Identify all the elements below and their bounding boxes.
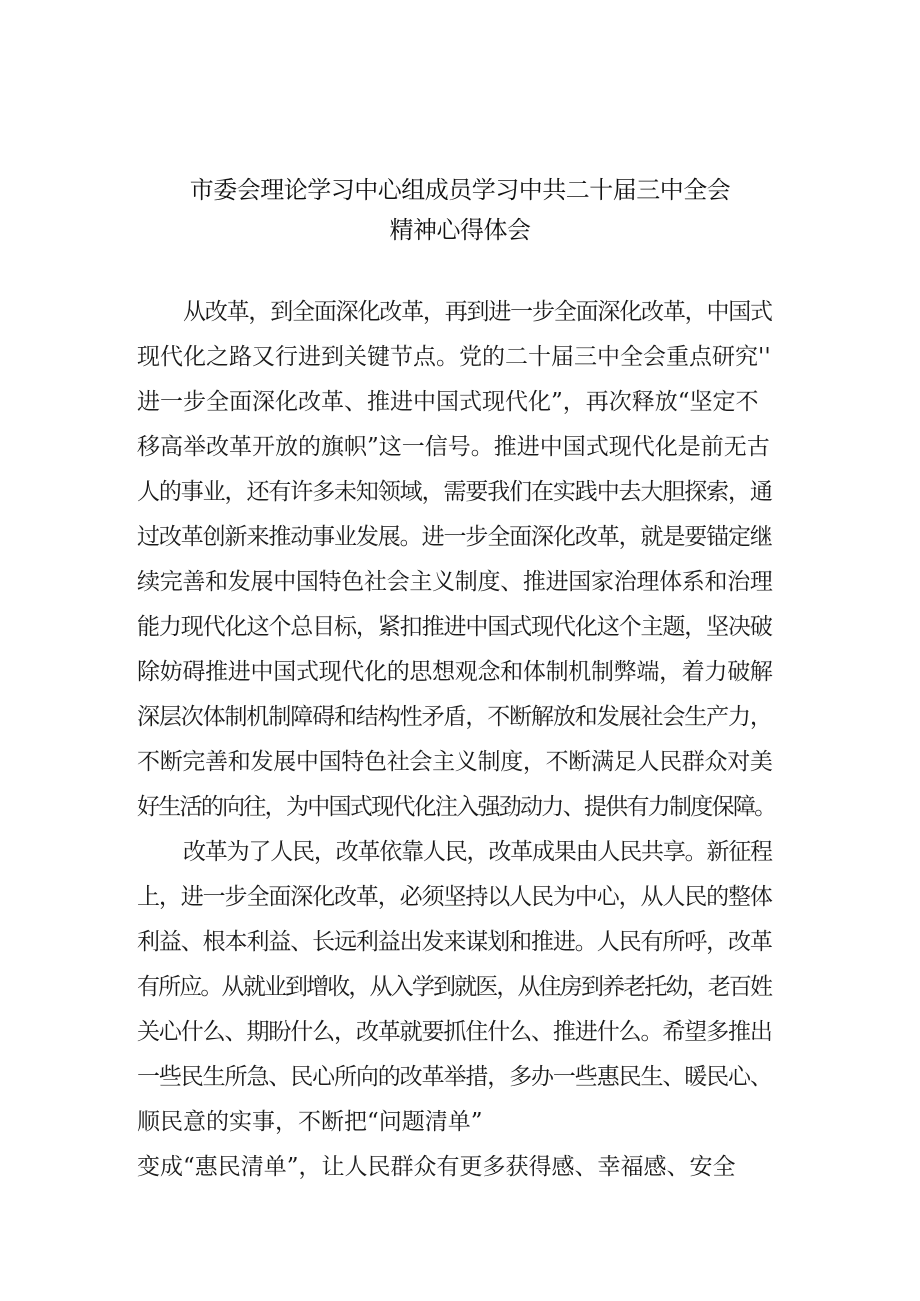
paragraph-1-line-12: 好生活的向往，为中国式现代化注入强劲动力、提供有力制度保障。 <box>137 794 776 820</box>
document-title-line-1: 市委会理论学习中心组成员学习中共二十届三中全会 <box>189 176 731 204</box>
paragraph-2-line-3: 利益、根本利益、长远利益出发来谋划和推进。人民有所呼，改革 <box>137 929 772 955</box>
paragraph-2-line-8: 变成“惠民清单”，让人民群众有更多获得感、幸福感、安全 <box>137 1154 736 1180</box>
paragraph-1-line-11: 不断完善和发展中国特色社会主义制度，不断满足人民群众对美 <box>137 749 773 775</box>
paragraph-2-line-4: 有所应。从就业到增收，从入学到就医，从住房到养老托幼，老百姓 <box>137 974 772 1000</box>
paragraph-1-line-7: 续完善和发展中国特色社会主义制度、推进国家治理体系和治理 <box>137 569 773 595</box>
paragraph-2-line-2: 上，进一步全面深化改革，必须坚持以人民为中心，从人民的整体 <box>137 884 772 910</box>
paragraph-2-line-5: 关心什么、期盼什么，改革就要抓住什么、推进什么。希望多推出 <box>137 1019 772 1045</box>
paragraph-1-line-6: 过改革创新来推动事业发展。进一步全面深化改革，就是要锚定继 <box>137 524 772 550</box>
paragraph-2-line-6: 一些民生所急、民心所向的改革举措，多办一些惠民生、暖民心、 <box>137 1064 772 1090</box>
paragraph-2-line-7: 顺民意的实事，不断把“问题清单” <box>137 1109 483 1135</box>
paragraph-2-line-1: 改革为了人民，改革依靠人民，改革成果由人民共享。新征程 <box>183 839 772 865</box>
paragraph-1-line-9: 除妨碍推进中国式现代化的思想观念和体制机制弊端，着力破解 <box>137 659 773 685</box>
paragraph-1-line-10: 深层次体制机制障碍和结构性矛盾，不断解放和发展社会生产力， <box>137 704 772 730</box>
document-title-line-2: 精神心得体会 <box>389 216 531 244</box>
paragraph-1-line-2: 现代化之路又行进到关键节点。党的二十届三中全会重点研究'' <box>137 344 771 370</box>
paragraph-1-line-5: 人的事业，还有许多未知领域，需要我们在实践中去大胆探索，通 <box>137 479 772 505</box>
paragraph-1-line-8: 能力现代化这个总目标，紧扣推进中国式现代化这个主题，坚决破 <box>137 614 772 640</box>
paragraph-1-line-4: 移高举改革开放的旗帜”这一信号。推进中国式现代化是前无古 <box>137 434 770 460</box>
paragraph-1-line-1: 从改革，到全面深化改革，再到进一步全面深化改革，中国式 <box>183 299 772 325</box>
paragraph-1-line-3: 进一步全面深化改革、推进中国式现代化”，再次释放“坚定不 <box>137 389 759 415</box>
